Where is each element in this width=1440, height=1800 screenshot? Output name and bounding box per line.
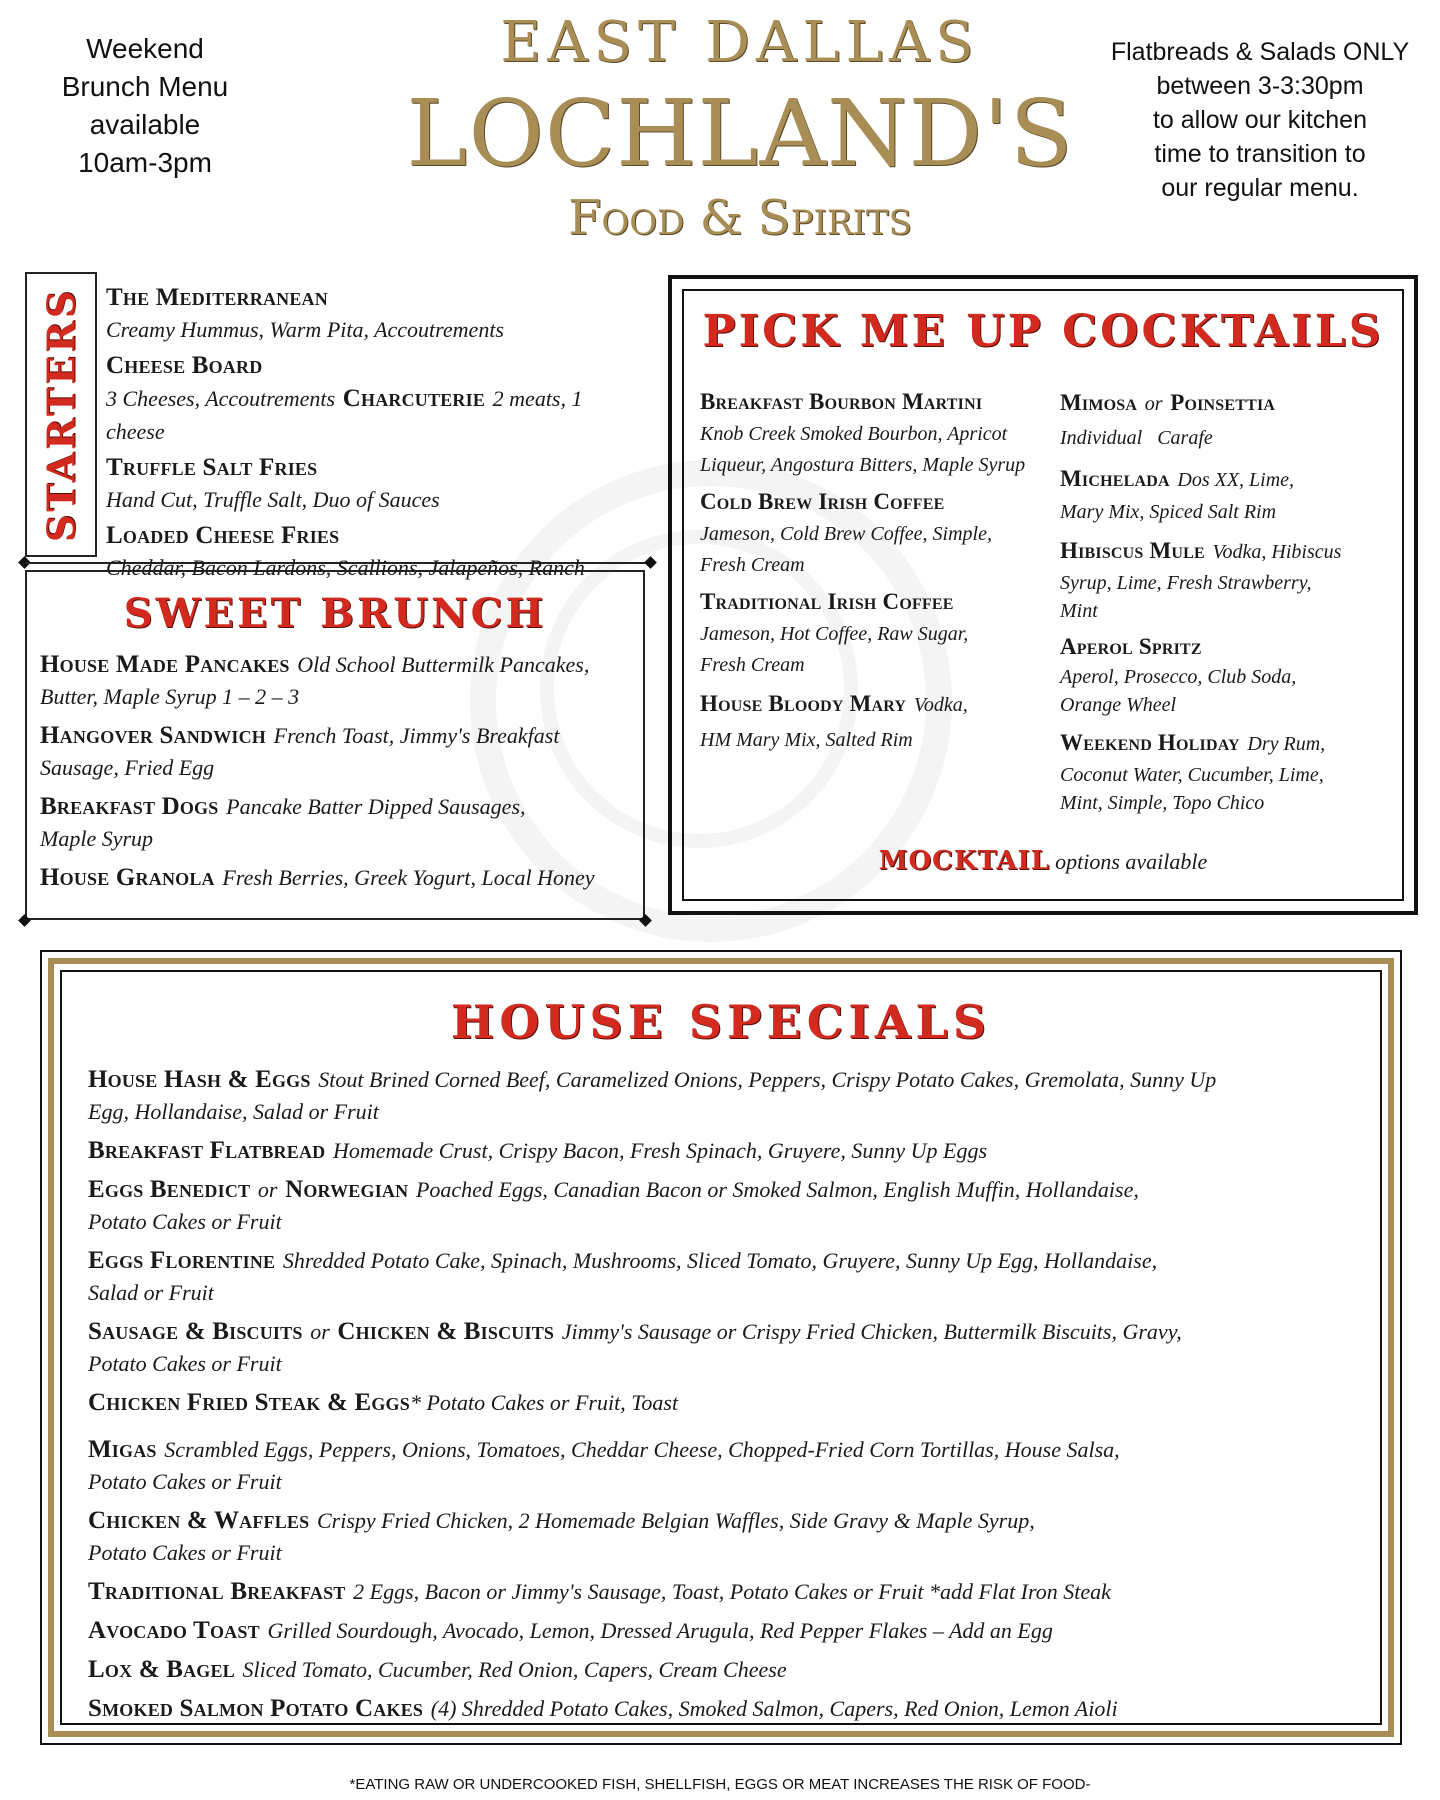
item-name: Eggs Florentine <box>88 1247 276 1274</box>
mocktail-label: MOCKTAIL <box>878 846 1050 876</box>
cocktail-name: Breakfast Bourbon Martini <box>700 389 983 414</box>
item-name: Eggs Benedict <box>88 1176 251 1203</box>
item-name: Loaded Cheese Fries <box>106 522 340 549</box>
brand-top: EAST DALLAS <box>500 10 980 75</box>
cocktail-item <box>700 485 1050 581</box>
item-name: Chicken Fried Steak & Eggs <box>88 1389 410 1416</box>
list-item <box>40 790 640 855</box>
cocktail-name: Michelada <box>1060 466 1170 491</box>
item-desc: Sausage, Fried Egg <box>40 755 215 780</box>
list-item <box>88 1614 1368 1647</box>
item-name: House Hash & Eggs <box>88 1066 311 1093</box>
cocktail-desc: Mint <box>1060 600 1098 622</box>
item-desc: Shredded Potato Cake, Spinach, Mushrooms, Sliced Tomato, Gruyere, Sunny Up Egg, Hollandaise, <box>282 1248 1158 1273</box>
cocktail-item <box>700 585 1050 681</box>
cocktail-item <box>1060 725 1395 817</box>
cocktail-desc: Vodka, Hibiscus <box>1212 541 1342 563</box>
cocktail-name: Poinsettia <box>1170 390 1276 415</box>
item-desc: * Potato Cakes or Fruit, Toast <box>409 1390 679 1415</box>
brand-name: LOCHLAND'S <box>406 80 1074 187</box>
cocktail-item <box>1060 533 1395 625</box>
afternoon-transition-note <box>1100 35 1420 205</box>
item-desc: 3 Cheeses, Accoutrements <box>106 386 336 411</box>
list-item <box>88 1173 1368 1238</box>
cocktail-desc: Jameson, Hot Coffee, Raw Sugar, <box>700 623 969 645</box>
cocktail-name: Hibiscus Mule <box>1060 538 1205 563</box>
item-name: Smoked Salmon Potato Cakes <box>88 1695 424 1722</box>
item-desc: Scrambled Eggs, Peppers, Onions, Tomatoes, Cheddar Cheese, Chopped-Fried Corn Tortillas, House Salsa, <box>164 1437 1120 1462</box>
list-item <box>106 282 646 346</box>
list-item <box>40 861 640 894</box>
cocktails-right-column <box>1060 385 1395 817</box>
list-item <box>88 1433 1368 1498</box>
item-name: Truffle Salt Fries <box>106 454 318 481</box>
note-line: our regular menu. <box>1161 174 1359 202</box>
cocktail-desc: Coconut Water, Cucumber, Lime, <box>1060 764 1324 786</box>
cocktail-desc: Orange Wheel <box>1060 694 1177 716</box>
item-name: Traditional Breakfast <box>88 1578 346 1605</box>
item-joiner: or <box>257 1177 278 1202</box>
cocktail-desc: HM Mary Mix, Salted Rim <box>700 729 913 751</box>
item-desc: Jimmy's Sausage or Crispy Fried Chicken, Buttermilk Biscuits, Gravy, <box>561 1319 1182 1344</box>
cocktail-desc: Fresh Cream <box>700 654 805 676</box>
note-line: between 3-3:30pm <box>1156 72 1364 100</box>
item-name: Migas <box>88 1436 157 1463</box>
item-desc: Grilled Sourdough, Avocado, Lemon, Dressed Arugula, Red Pepper Flakes – Add an Egg <box>267 1618 1053 1643</box>
item-desc: Pancake Batter Dipped Sausages, <box>226 794 526 819</box>
list-item <box>88 1134 1368 1167</box>
item-name: House Granola <box>40 864 215 891</box>
house-specials-title: HOUSE SPECIALS <box>450 995 992 1049</box>
starters-title: STARTERS <box>38 287 84 542</box>
item-name: Chicken & Biscuits <box>337 1318 555 1345</box>
cocktail-desc: Fresh Cream <box>700 554 805 576</box>
list-item <box>88 1315 1368 1380</box>
item-desc: Potato Cakes or Fruit <box>88 1540 282 1565</box>
cocktail-desc: Dry Rum, <box>1247 733 1326 755</box>
item-name: Sausage & Biscuits <box>88 1318 303 1345</box>
item-desc: Hand Cut, Truffle Salt, Duo of Sauces <box>106 487 440 512</box>
item-desc: Homemade Crust, Crispy Bacon, Fresh Spinach, Gruyere, Sunny Up Eggs <box>333 1138 988 1163</box>
list-item <box>88 1504 1368 1569</box>
item-name: Breakfast Flatbread <box>88 1137 326 1164</box>
cocktail-desc: Dos XX, Lime, <box>1177 469 1295 491</box>
list-item <box>88 1386 1368 1419</box>
mocktail-desc: options available <box>1055 849 1208 874</box>
list-item <box>88 1653 1368 1686</box>
list-item <box>88 1575 1368 1608</box>
item-name: Lox & Bagel <box>88 1656 235 1683</box>
starters-list <box>106 282 646 584</box>
item-desc: Egg, Hollandaise, Salad or Fruit <box>88 1099 379 1124</box>
list-item <box>106 350 646 448</box>
mocktail-note <box>682 846 1404 876</box>
item-desc: Old School Buttermilk Pancakes, <box>297 652 590 677</box>
note-line: to allow our kitchen <box>1152 106 1367 134</box>
item-desc: Fresh Berries, Greek Yogurt, Local Honey <box>222 865 595 890</box>
item-joiner: or <box>310 1319 330 1344</box>
cocktail-item <box>700 685 1050 757</box>
cocktail-desc: Aperol, Prosecco, Club Soda, <box>1060 666 1297 688</box>
item-name: Norwegian <box>285 1176 409 1203</box>
note-line: available <box>89 109 201 140</box>
item-desc: Salad or Fruit <box>88 1280 214 1305</box>
item-desc: Sliced Tomato, Cucumber, Red Onion, Capers, Cream Cheese <box>242 1657 787 1682</box>
item-desc: Stout Brined Corned Beef, Caramelized Onions, Peppers, Crispy Potato Cakes, Gremolata, Sunny Up <box>318 1067 1217 1092</box>
list-item <box>40 719 640 784</box>
list-item <box>40 648 640 713</box>
item-desc: Butter, Maple Syrup 1 – 2 – 3 <box>40 684 300 709</box>
item-name: Charcuterie <box>342 385 486 412</box>
item-desc: Cheddar, Bacon Lardons, Scallions, Jalapeños, Ranch <box>106 555 585 580</box>
cocktail-name: Weekend Holiday <box>1060 730 1240 755</box>
note-line: time to transition to <box>1154 140 1366 168</box>
cocktail-desc: Knob Creek Smoked Bourbon, Apricot <box>700 423 1008 445</box>
item-name: Hangover Sandwich <box>40 722 267 749</box>
cocktail-name: Cold Brew Irish Coffee <box>700 489 945 514</box>
cocktail-name: House Bloody Mary <box>700 691 907 716</box>
cocktail-desc: Mint, Simple, Topo Chico <box>1060 792 1265 814</box>
item-desc: Crispy Fried Chicken, 2 Homemade Belgian Waffles, Side Gravy & Maple Syrup, <box>317 1508 1035 1533</box>
house-specials-list <box>88 1063 1368 1725</box>
cocktail-desc: Liqueur, Angostura Bitters, Maple Syrup <box>700 454 1026 476</box>
cocktails-left-column <box>700 385 1050 757</box>
cocktail-desc: Vodka, <box>913 694 968 716</box>
item-name: Cheese Board <box>106 352 263 379</box>
item-desc: French Toast, Jimmy's Breakfast <box>273 723 560 748</box>
note-line: Flatbreads & Salads ONLY <box>1110 38 1410 66</box>
item-desc: 2 Eggs, Bacon or Jimmy's Sausage, Toast, Potato Cakes or Fruit *add Flat Iron Steak <box>353 1579 1111 1604</box>
cocktail-item <box>1060 461 1395 527</box>
cocktail-item <box>700 385 1050 481</box>
item-desc: Potato Cakes or Fruit <box>88 1469 282 1494</box>
item-name: Breakfast Dogs <box>40 793 219 820</box>
starters-label-box <box>25 272 97 557</box>
sweet-brunch-title: SWEET BRUNCH <box>123 590 547 637</box>
brunch-hours-note <box>40 30 250 182</box>
cocktail-item <box>1060 385 1395 455</box>
item-desc: (4) Shredded Potato Cakes, Smoked Salmon, Capers, Red Onion, Lemon Aioli <box>430 1696 1118 1721</box>
list-item <box>106 452 646 516</box>
item-desc: Maple Syrup <box>40 826 154 851</box>
cocktail-desc: Mary Mix, Spiced Salt Rim <box>1060 501 1277 523</box>
cocktails-title: PICK ME UP COCKTAILS <box>702 306 1384 357</box>
item-desc: Potato Cakes or Fruit <box>88 1209 282 1234</box>
cocktail-name: Aperol Spritz <box>1060 634 1202 659</box>
cocktail-name: Traditional Irish Coffee <box>700 589 954 614</box>
item-desc: Creamy Hummus, Warm Pita, Accoutrements <box>106 317 504 342</box>
cocktail-desc: Syrup, Lime, Fresh Strawberry, <box>1060 572 1312 594</box>
item-name: The Mediterranean <box>106 284 328 311</box>
note-line: Brunch Menu <box>61 71 229 102</box>
cocktail-item <box>1060 631 1395 719</box>
item-name: Avocado Toast <box>88 1617 260 1644</box>
item-desc: Potato Cakes or Fruit <box>88 1351 282 1376</box>
item-desc: Poached Eggs, Canadian Bacon or Smoked Salmon, English Muffin, Hollandaise, <box>415 1177 1139 1202</box>
item-name: Chicken & Waffles <box>88 1507 310 1534</box>
sweet-brunch-list <box>40 648 640 894</box>
cocktail-desc: Jameson, Cold Brew Coffee, Simple, <box>700 523 992 545</box>
list-item <box>88 1063 1368 1128</box>
note-line: 10am-3pm <box>78 147 212 178</box>
item-name: House Made Pancakes <box>40 651 290 678</box>
list-item <box>88 1244 1368 1309</box>
cocktail-name: Mimosa <box>1060 390 1138 415</box>
brand-subtitle: Food & Spirits <box>568 190 912 246</box>
cocktail-desc: Individual Carafe <box>1060 427 1213 449</box>
note-line: Weekend <box>86 33 204 64</box>
cocktail-joiner: or <box>1144 393 1163 415</box>
list-item <box>88 1692 1368 1725</box>
raw-food-disclaimer: *EATING RAW OR UNDERCOOKED FISH, SHELLFISH, EGGS OR MEAT INCREASES THE RISK OF FOOD- <box>349 1776 1091 1793</box>
item-desc: 2 meats, 1 cheese <box>106 386 583 444</box>
